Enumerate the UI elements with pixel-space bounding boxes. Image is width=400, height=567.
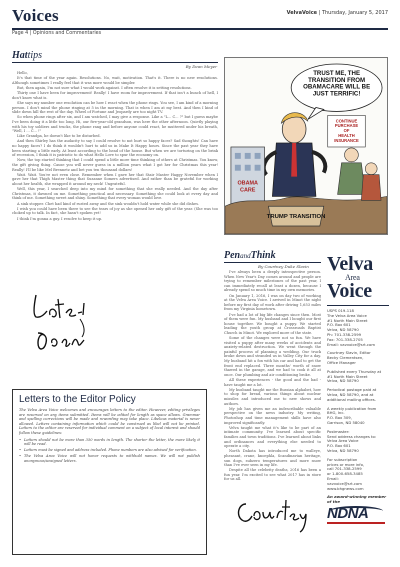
penandthink-byline: By Courtney Duke Slavin: [258, 264, 309, 269]
sidebar-line: Velva, ND 58790: [327, 378, 359, 384]
letters-policy-title: Letters to the Editor Policy: [19, 394, 136, 405]
sidebar-publication-info: [327, 309, 389, 347]
sidebar-line: #1 North Main Street: [327, 317, 368, 323]
sidebar-text: [327, 309, 389, 491]
letters-policy-rule: • The Velva Area Voice will not honor requests to withhold names. We will not publish anonymous/unsigned letters.: [19, 454, 200, 463]
sidebar-line: Ph: 701-338-2599: [327, 331, 362, 337]
publication-info: VelvaVoice | Thursday, January 5, 2017: [286, 10, 388, 16]
letters-policy-rules: [19, 438, 200, 464]
hattips-paragraph: It's that time of the year again. Resolutions. No, wait, motivation. That's it. There is no new resolutions. Although sometimes I really feel that it was more would be simpler.: [12, 76, 218, 85]
letters-policy-intro: The Velva Area Voice welcomes and encourages letters to the editor. However, editing privileges are reserved on any items submitted. Items will be edited for length as space allows. Grammar and spelling corrections will be made and rewording may take place. Libelous material is never allowed. Letters containing information which could be construed as libel will not be printed. Letters to the editor are reserved for individual comment on a subject of local interest and should follow these guidelines:: [19, 408, 200, 435]
editorial-cartoon: [224, 57, 388, 235]
sidebar-logo: [327, 255, 389, 301]
hattips-paragraph: Now, the top started thinking that I could spend a little more time thinking of others at Christmas. You know, the gift giving thing. Cause you will never guess in a million years what I got her for Christmas this year! Really! I'll be like Mel Brennetz and bet you ten thousand dollars!: [12, 158, 218, 172]
sidebar-logo-line1: Velva: [327, 253, 374, 275]
sidebar-line: Courtney Slavin, Editor: [327, 350, 371, 356]
letters-policy-body: [19, 408, 200, 464]
hattips-paragraph: She says my number one resolution can be how I react when the phone rings. You see, I am kind of a morning person. I don't mind the phone ringing at 5 in the morning. That is when I am at my best. And then I kind of slide down hill the rest of the day. Wheel of Fortune and Jeopardy are too night TV.: [12, 100, 218, 115]
hattips-signature: [24, 285, 99, 375]
ndna-logo-text: NDNA: [327, 505, 369, 523]
penandthink-paragraph: On January 1, 2016, I was on day two of working at the Velva Area Voice. I arrived in Minot the night before my first day of work after driving 1,653 miles from my Virginia hometown.: [224, 293, 321, 312]
sidebar-logo-line3: Voice: [327, 280, 372, 302]
sidebar-line: Velva, ND 58790: [327, 327, 359, 333]
hattips-paragraph: Like Grandpa, he doesn't like to be disturbed.: [17, 134, 101, 139]
penandthink-paragraph: Despite all the celebrity deaths, 2016 has been a fun year. I'm excited to see what 2017 has in store for us all.: [224, 468, 321, 482]
sidebar: [327, 255, 389, 524]
sidebar-published-info: [327, 370, 389, 384]
sidebar-subscription-info: [327, 458, 389, 492]
sidebar-line: A weekly publication from: [327, 405, 377, 411]
sidebar-line: or 1-800-658-3485: [327, 471, 363, 477]
letters-policy-box: [12, 389, 207, 555]
penandthink-title-join: and: [240, 252, 251, 260]
sidebar-postage-info: [327, 388, 389, 402]
penandthink-paragraph: Velva taught me what it's like to be part of an intimate community. I've learned about specific families and town traditions. I've learned about links and ordinances and everything else needed to operate a city.: [224, 425, 321, 449]
hattips-paragraph: Wait. Wait. You're not even close. Remember when I gave her that Stair Master Haggy November when I gave her that Thigh Master thing that Suzanne Somers advertised. And rather than be grateful for working about her health, she wrapped it around my neck! Ungrateful.: [12, 172, 218, 186]
sidebar-line: Fax: 701-338-2705: [327, 336, 363, 342]
sidebar-line: Email:: [327, 475, 339, 481]
penandthink-paragraph: All these experiences - the good and the bad - have taught me a lot.: [224, 378, 321, 387]
ndna-block: [327, 495, 389, 524]
penandthink-title-bold: Pen: [224, 250, 241, 261]
sidebar-line: Velva, ND 58790, and at: [327, 391, 374, 397]
page-info: Page 4 | Opinions and Commentaries: [12, 31, 102, 36]
hattips-body: [12, 71, 218, 283]
sidebar-line: additional mailing offices.: [327, 396, 376, 402]
paper-name: Velva: [286, 10, 302, 16]
paper-suffix: Voice: [301, 10, 318, 16]
sidebar-line: Becky Clementsen,: [327, 355, 364, 361]
sidebar-line: BHG, Inc.: [327, 410, 345, 416]
hattips-paragraph: Thirty one I have been for improvement! Really! I have room for improvement. If that isn't a bunch of hell, I don't know what is.: [12, 91, 218, 100]
sidebar-line: Garrison, ND 58040: [327, 419, 365, 425]
penandthink-body: [224, 270, 321, 490]
sidebar-line: Velva Area Voice: [327, 438, 359, 444]
sidebar-staff: [327, 351, 389, 365]
letters-policy-rule: • Letters must be signed and address included. Phone numbers are also advised for verification.: [19, 448, 200, 453]
sidebar-line: The Velva Area Voice: [327, 312, 367, 318]
sidebar-logo-line2: Area: [345, 273, 360, 282]
penandthink-signature: [232, 490, 312, 535]
hattips-rule: [12, 62, 218, 63]
hattips-paragraph: Hello,: [17, 71, 28, 75]
penandthink-rule: [224, 262, 321, 263]
cartoon-side-sign: [328, 115, 366, 147]
sidebar-line: Send address changes to:: [327, 433, 377, 439]
hattips-paragraph: And then Shirley has the audacity to say I could resolve to not hurt so happy faces? Sad thoughts! Can have no happy faces? I do think it wouldn't hurt to add us in Make It Happy hours. Since the past year they have been starting a little early. At least according to the head of the house. But when we are torturing on the brink of recession, I think it is patriotic to do what Hello Love to spur the economy on.: [12, 139, 218, 158]
sidebar-line: prices or more info,: [327, 461, 365, 467]
penandthink-paragraph: My job has given me an indescribable valuable perspective on the news industry. My writing, Photoshop and time management skills have also improved significantly.: [224, 406, 321, 425]
cartoon-sign-line-1: OBAMA: [237, 180, 258, 187]
hattips-paragraph: I think I'm gonna a guy. I resolve to keep it up.: [17, 216, 103, 221]
cartoon-building-text: TRUMP TRANSITION: [266, 214, 326, 221]
penandthink-paragraph: My husband taught me the Russian alphabet, how to shop for bread, various things about nuclear missiles and introduced me to new shows and authors.: [224, 387, 321, 406]
sidebar-line: #1 North Main Street: [327, 373, 368, 379]
cartoon-sign-line-2: CARE: [240, 187, 256, 194]
sidebar-line: Published every Thursday at: [327, 368, 382, 374]
publication-date: Thursday, January 5, 2017: [321, 10, 388, 16]
sidebar-line: P.O. Box 601: [327, 322, 351, 328]
penandthink-paragraph: North Dakota has introduced me to walleye, pheasant, crane, knoephla, Scandinavian heritage, sun dogs, subzero temperatures and more snow than I've ever seen in my life.: [224, 449, 321, 468]
sidebar-line: vavvoice@srt.com: [327, 480, 363, 486]
hattips-paragraph: So when phone rings after six, and I am watched, I may give a response. Like a "L... C... ?" but I guess maybe I've been doing it a little too long. Hi, our five-year-old grandson, was here the other afternoon. Quietly playing with his toy soldiers and trucks, the phone rang and before anyone could react, he muttered under his breath, "Well, I ... C... !": [12, 115, 218, 134]
sidebar-line: www.bhgnews.com: [327, 485, 364, 491]
hattips-paragraph: But, then again, I'm not sure what I would work against. I often resolve it is setting resolutions.: [17, 85, 192, 90]
hattips-paragraph: Well, this year, I searched deep into my mind for something that she really needed. And the day after Christmas, it dawned on me. Something practical and necessary. Something she could look at every day and think of me. Something sweet and shiny. Something that every woman would love.: [12, 187, 218, 201]
sidebar-line: Email: vavvoice@srt.com: [327, 341, 376, 347]
sidebar-line: USPS 019-118: [327, 308, 354, 313]
section-title: Voices: [12, 6, 59, 25]
sidebar-line: Office Manager: [327, 359, 356, 365]
sidebar-line: Postmaster:: [327, 428, 350, 434]
hattips-byline: By Dean Meyer: [185, 64, 217, 69]
sidebar-printing-info: [327, 407, 389, 426]
hattips-paragraph: A sink stopper. Chet had kind of rusted away and the sink wouldn't hold water while she did dishes.: [17, 201, 200, 206]
sidebar-line: P.O. Box 601: [327, 443, 351, 449]
sidebar-line: P.O. Box 309,: [327, 415, 352, 421]
sidebar-line: For subscription: [327, 456, 358, 462]
penandthink-paragraph: Some of the changes were not so fun. We have visited a puppy after many weeks of accidents and anxiety-related destruction. We went through the painful process of planning a wedding. Our truck broke down and stranded us in Valley City for a day. My husband hit a fox with his car and had to get the front end replaced. Three months' worth of snow thawed in the garage, and we had to cook it all at once. Our plumbing and air conditioning broke.: [224, 336, 321, 377]
cartoon-bubble-text: TRUST ME, THE TRANSITION FROM OBAMACARE WILL BE JUST TERRIFIC!: [303, 69, 371, 98]
penandthink-title-end: Think: [250, 250, 276, 261]
hattips-paragraph: I wish you could have been there to see the tears of joy as she opened her only gift of the year. (She was too choked up to talk. In fact, she hasn't spoken yet!: [12, 206, 218, 216]
penandthink-paragraph: I've always been a deeply introspective person. When New Year's Day comes around and people are trying to remember milestones of the past year, I can immediately recall at least a dozen, because I already spend so much time in my own memories.: [224, 270, 321, 293]
sidebar-rule: [327, 305, 389, 306]
hattips-title-bold: Hat: [12, 50, 28, 61]
masthead-rule: [12, 28, 388, 30]
sidebar-line: Velva, ND 58790: [327, 447, 359, 453]
sidebar-line: call 701-338-2599: [327, 466, 362, 472]
award-tagline: An award-winning member of the: [327, 494, 387, 504]
letters-policy-rule: • Letters should not be more than 350 words in length. The shorter the letter, the more likely it will be read.: [19, 438, 200, 447]
hattips-title: [12, 50, 42, 61]
sidebar-line: Periodical postage paid at: [327, 387, 377, 393]
hattips-title-italic: tips: [27, 50, 43, 61]
sidebar-postmaster-info: [327, 430, 389, 454]
ndna-logo: [327, 506, 385, 524]
svg-text:CONTINUEPURCHASEOFHEALTHINSURA: CONTINUE PURCHASE OF HEALTH INSURANCE: [334, 118, 359, 144]
penandthink-paragraph: I've had a lot of big life changes since then. Most of them were fun. My husband and I bought our first house together. We bought a puppy. We started leading the youth group at Crossroads Baptist Church in Minot. We explored more of the state.: [224, 312, 321, 335]
penandthink-title: [224, 250, 276, 261]
